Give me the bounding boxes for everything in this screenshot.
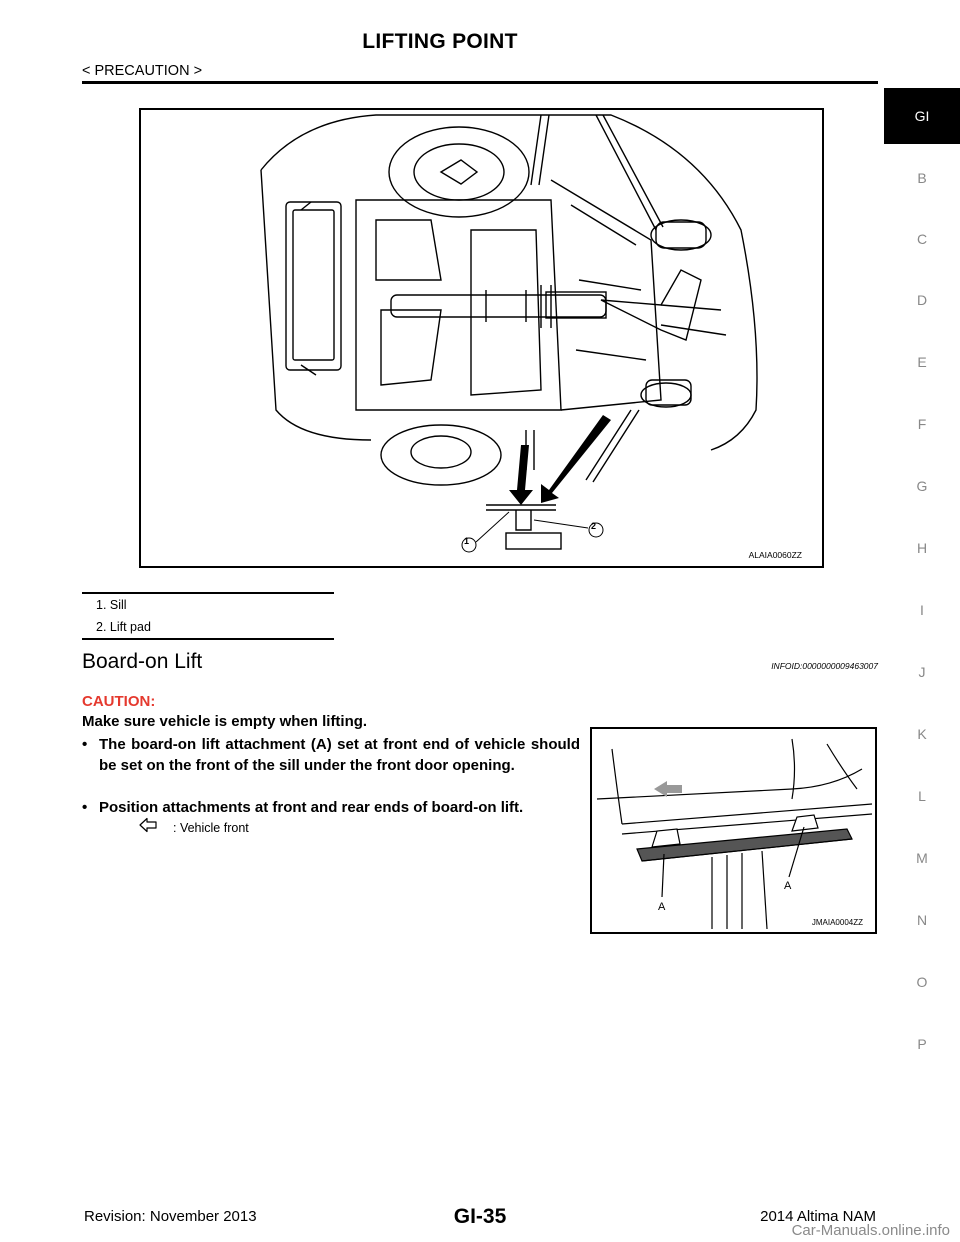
tab-d[interactable]: D <box>916 292 928 308</box>
tab-i[interactable]: I <box>920 602 924 618</box>
tab-n[interactable]: N <box>916 912 928 928</box>
tab-m[interactable]: M <box>916 850 928 866</box>
caution-intro: Make sure vehicle is empty when lifting. <box>82 713 368 730</box>
tab-gi-active[interactable]: GI <box>884 88 960 144</box>
tab-f[interactable]: F <box>917 416 927 432</box>
underbody-illustration <box>141 110 822 566</box>
bullet-text: Position attachments at front and rear ends of board-on lift. <box>99 799 524 816</box>
revision-date: Revision: November 2013 <box>84 1208 257 1225</box>
page-title: LIFTING POINT <box>362 30 518 53</box>
tab-e[interactable]: E <box>917 354 927 370</box>
watermark: Car-Manuals.online.info <box>791 1222 950 1239</box>
underbody-lift-point-figure <box>139 108 824 568</box>
model-name: 2014 Altima NAM <box>760 1208 876 1225</box>
tab-g[interactable]: G <box>916 478 928 494</box>
tab-l[interactable]: L <box>918 788 926 804</box>
info-id: INFOID:0000000009463007 <box>771 661 878 671</box>
header-rule <box>82 81 878 84</box>
board-on-lift-illustration <box>592 729 875 932</box>
board-on-lift-figure <box>590 727 877 934</box>
section-heading: Board-on Lift <box>82 650 203 673</box>
bullet-dot: • <box>82 799 88 816</box>
callout-1: 1 <box>464 536 470 546</box>
breadcrumb: < PRECAUTION > <box>82 63 203 79</box>
caution-bullet-1 <box>82 734 580 776</box>
vehicle-front-label: : Vehicle front <box>173 821 249 835</box>
legend-rule-top <box>82 592 334 594</box>
page-number: GI-35 <box>453 1205 507 1228</box>
caution-bullet-2 <box>82 797 580 818</box>
tab-k[interactable]: K <box>917 726 927 742</box>
tab-h[interactable]: H <box>916 540 928 556</box>
figure-code: ALAIA0060ZZ <box>748 550 802 560</box>
legend-item-sill: 1. Sill <box>96 598 127 612</box>
arrow-left-outline-icon <box>139 817 157 833</box>
tab-o[interactable]: O <box>916 974 928 990</box>
caution-label: CAUTION: <box>82 693 156 710</box>
callout-2: 2 <box>591 521 597 531</box>
attachment-label-a: A <box>784 880 792 892</box>
tab-j[interactable]: J <box>918 664 926 680</box>
tab-b[interactable]: B <box>917 170 927 186</box>
figure-code: JMAIA0004ZZ <box>811 918 863 927</box>
bullet-text: The board-on lift attachment (A) set at front end of vehicle should be set on the front of the sill under the front door opening. <box>99 736 580 774</box>
tab-c[interactable]: C <box>916 231 928 247</box>
tab-p[interactable]: P <box>917 1036 927 1052</box>
legend-item-lift-pad: 2. Lift pad <box>96 620 151 634</box>
bullet-dot: • <box>82 736 88 753</box>
attachment-label-a: A <box>658 901 666 913</box>
legend-rule-bottom <box>82 638 334 640</box>
